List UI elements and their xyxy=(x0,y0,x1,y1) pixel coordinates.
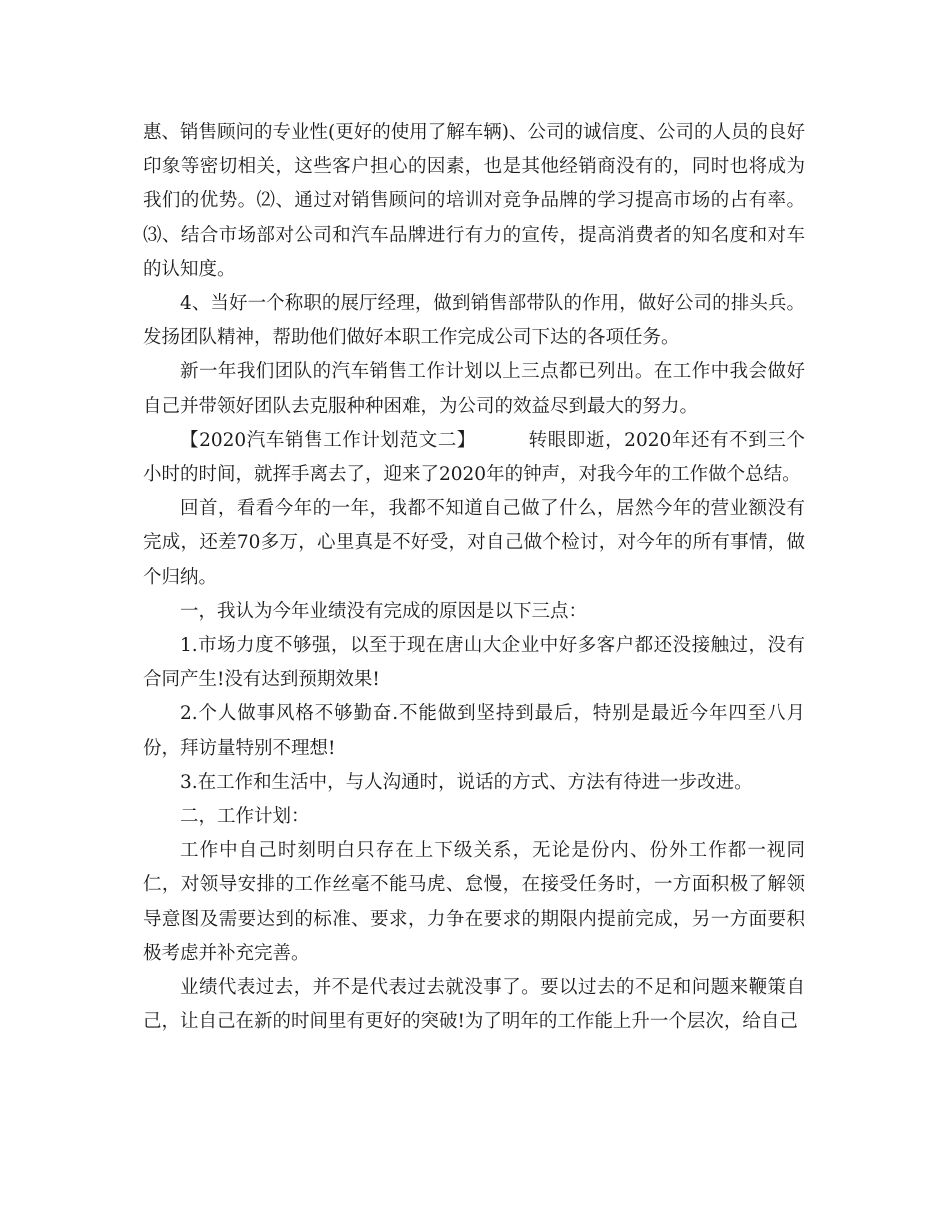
paragraph-plan-body: 工作中自己时刻明白只存在上下级关系，无论是份内、份外工作都一视同仁，对领导安排的工作丝毫不能马虎、怠慢，在接受任务时，一方面积极了解领导意图及需要达到的标准、要求，力争在要求的期限内提前完成，另一方面要积极考虑并补充完善。 xyxy=(143,840,805,964)
list-item-reason-2: 2.个人做事风格不够勤奋.不能做到坚持到最后，特别是最近今年四至八月份，拜访量特别不理想! xyxy=(143,703,805,759)
paragraph-continued: 惠、销售顾问的专业性(更好的使用了解车辆)、公司的诚信度、公司的人员的良好印象等密切相关，这些客户担心的因素，也是其他经销商没有的，同时也将成为我们的优势。⑵、通过对销售顾问的培训对竞争品牌的学习提高市场的占有率。⑶、结合市场部对公司和汽车品牌进行有力的宣传，提高消费者的知名度和对车的认知度。 xyxy=(143,122,805,280)
list-item-reason-1: 1.市场力度不够强，以至于现在唐山大企业中好多客户都还没接触过，没有合同产生!没有达到预期效果! xyxy=(143,635,805,691)
paragraph-showroom-manager: 4、当好一个称职的展厅经理，做到销售部带队的作用，做好公司的排头兵。发扬团队精神，帮助他们做好本职工作完成公司下达的各项任务。 xyxy=(143,293,805,349)
paragraph-reasons-title: 一，我认为今年业绩没有完成的原因是以下三点： xyxy=(180,600,588,622)
list-item-reason-3: 3.在工作和生活中，与人沟通时，说话的方式、方法有待进一步改进。 xyxy=(180,771,753,793)
paragraph-plan-title: 二，工作计划： xyxy=(180,806,310,828)
document-body xyxy=(143,116,805,1039)
paragraph-performance: 业绩代表过去，并不是代表过去就没事了。要以过去的不足和问题来鞭策自己，让自己在新的时间里有更好的突破!为了明年的工作能上升一个层次，给自己 xyxy=(143,977,805,1033)
paragraph-review: 回首，看看今年的一年，我都不知道自己做了什么，居然今年的营业额没有完成，还差70多万，心里真是不好受，对自己做个检讨，对今年的所有事情，做个归纳。 xyxy=(143,498,805,588)
paragraph-text: 转眼即逝，2020年还有不到三个小时的时间，就挥手离去了，迎来了2020年的钟声，对我今年的工作做个总结。 xyxy=(143,429,805,486)
section-heading: 【2020汽车销售工作计划范文二】 xyxy=(180,429,477,451)
paragraph-sample-two xyxy=(143,424,805,492)
paragraph-team-plan: 新一年我们团队的汽车销售工作计划以上三点都已列出。在工作中我会做好自己并带领好团队去克服种种困难，为公司的效益尽到最大的努力。 xyxy=(143,361,805,417)
